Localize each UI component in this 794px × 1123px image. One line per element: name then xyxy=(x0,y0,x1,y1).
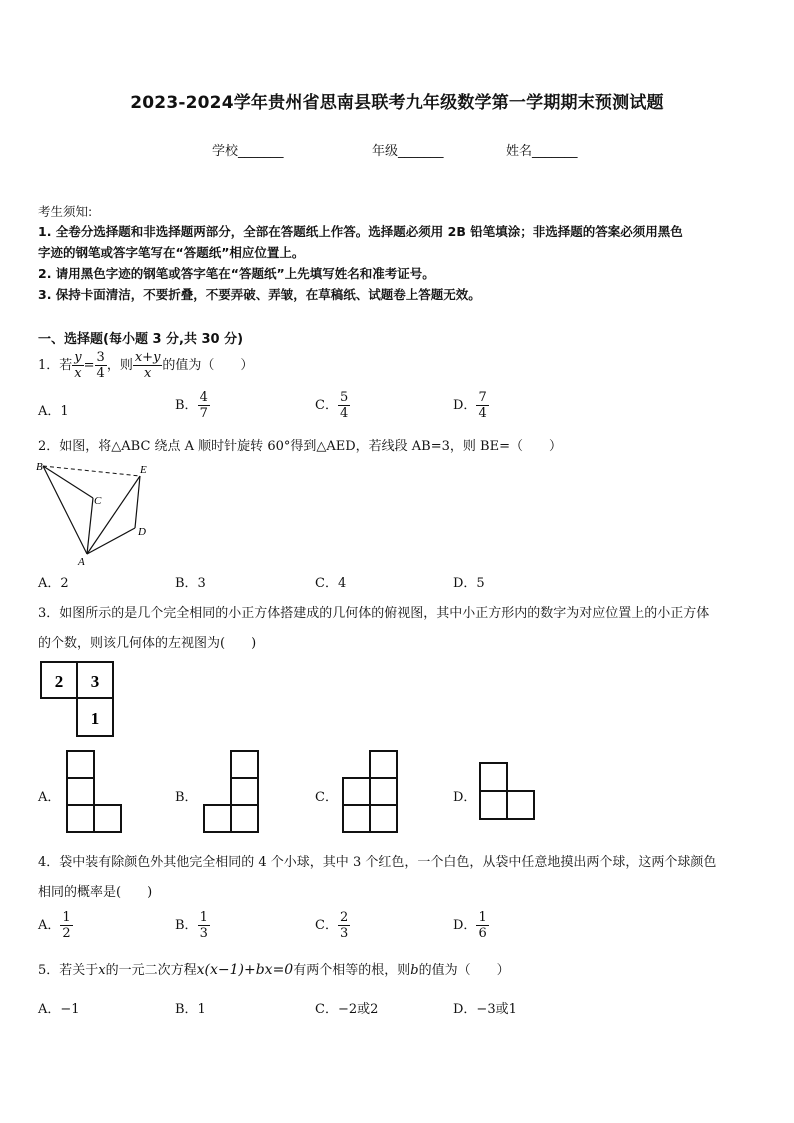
q3-option-a: A． xyxy=(38,790,61,805)
q4-option-a: A． $\frac{1}{2}$ xyxy=(38,910,71,941)
label-b: B xyxy=(36,461,43,473)
q1-mid: ，则 xyxy=(106,358,133,373)
question-5: 5．若关于x的一元二次方程x(x−1)+bx=0有两个相等的根，则b的值为（ ） xyxy=(38,962,510,978)
label-d: D xyxy=(138,526,146,538)
q2-option-b: B．3 xyxy=(175,576,206,591)
q1-frac-3: $\frac{x+y}{x}$ xyxy=(134,350,161,381)
cell-3-number: 1 xyxy=(90,709,100,728)
segment-ea xyxy=(87,476,140,554)
question-3-line-2: 的个数，则该几何体的左视图为( ) xyxy=(38,636,257,651)
page-title: 2023-2024学年贵州省思南县联考九年级数学第一学期期末预测试题 xyxy=(130,93,664,113)
q3-option-c: C． xyxy=(315,790,338,805)
segment-be xyxy=(43,466,140,476)
grade-field: 年级_______ xyxy=(372,144,444,159)
q3-option-d: D． xyxy=(453,790,477,805)
q5-option-a: A．−1 xyxy=(38,1002,80,1017)
notice-item-3: 3. 保持卡面清洁，不要折叠，不要弄破、弄皱，在草稿纸、试题卷上答题无效。 xyxy=(38,287,481,302)
label-e: E xyxy=(140,464,147,476)
notice-item-2: 2. 请用黑色字迹的钢笔或答字笔在“答题纸”上先填写姓名和准考证号。 xyxy=(38,266,435,281)
q3-top-view xyxy=(40,661,115,741)
cell-1-number: 2 xyxy=(54,672,64,691)
q5-option-c: C．−2或2 xyxy=(315,1002,379,1017)
question-1 xyxy=(38,350,253,381)
segment-ba xyxy=(43,466,87,554)
question-4-line-2: 相同的概率是( ) xyxy=(38,885,153,900)
q1-option-a: A．1 xyxy=(38,404,69,419)
q4-option-b: B． $\frac{1}{3}$ xyxy=(175,910,208,941)
q2-figure xyxy=(34,458,164,568)
q3-option-b: B． xyxy=(175,790,198,805)
cell-2-number: 3 xyxy=(90,672,100,691)
question-3-line-1: 3．如图所示的是几个完全相同的小正方体搭建成的几何体的俯视图，其中小正方形内的数字为对应位置上的小正方体 xyxy=(38,606,710,621)
q1-prefix: 1．若 xyxy=(38,358,73,373)
q1-frac-1: $\frac{y}{x}$ xyxy=(74,350,82,381)
q1-suffix: 的值为（ ） xyxy=(162,358,254,373)
q4-option-d: D． $\frac{1}{6}$ xyxy=(453,910,487,941)
q1-eq: = xyxy=(83,358,95,373)
name-field: 姓名_______ xyxy=(506,144,578,159)
q2-option-c: C．4 xyxy=(315,576,347,591)
q1-option-b: B． $\frac{4}{7}$ xyxy=(175,390,208,421)
section-heading: 一、选择题(每小题 3 分,共 30 分) xyxy=(38,332,244,347)
q3-option-a-figure xyxy=(66,750,126,834)
segment-da xyxy=(87,528,135,554)
question-4-line-1: 4．袋中装有除颜色外其他完全相同的 4 个小球，其中 3 个红色，一个白色，从袋中任意地摸出两个球，这两个球颜色 xyxy=(38,855,717,870)
notice-item-1b: 字迹的钢笔或答字笔写在“答题纸”相应位置上。 xyxy=(38,245,305,260)
q1-option-d: D． $\frac{7}{4}$ xyxy=(453,390,487,421)
q2-option-a: A．2 xyxy=(38,576,69,591)
segment-ed xyxy=(135,476,140,528)
q1-frac-2: $\frac{3}{4}$ xyxy=(96,350,105,381)
q3-option-c-figure xyxy=(342,750,402,834)
q3-option-d-figure xyxy=(479,762,539,822)
q5-option-b: B．1 xyxy=(175,1002,206,1017)
q1-option-c: C． $\frac{5}{4}$ xyxy=(315,390,349,421)
question-2: 2．如图，将△ABC 绕点 A 顺时针旋转 60°得到△AED，若线段 AB=3，则 BE=（ ） xyxy=(38,439,562,454)
q5-option-d: D．−3或1 xyxy=(453,1002,517,1017)
notice-item-1a: 1. 全卷分选择题和非选择题两部分，全部在答题纸上作答。选择题必须用 2B 铅笔填涂；非选择题的答案必须用黑色 xyxy=(38,224,683,239)
label-a: A xyxy=(78,556,85,568)
label-c: C xyxy=(94,495,102,507)
q3-option-b-figure xyxy=(203,750,263,834)
q5-equation: x(x−1)+bx=0 xyxy=(196,962,294,978)
school-field: 学校_______ xyxy=(212,144,284,159)
q4-option-c: C． $\frac{2}{3}$ xyxy=(315,910,349,941)
notice-heading: 考生须知: xyxy=(38,204,93,219)
q2-option-d: D．5 xyxy=(453,576,485,591)
